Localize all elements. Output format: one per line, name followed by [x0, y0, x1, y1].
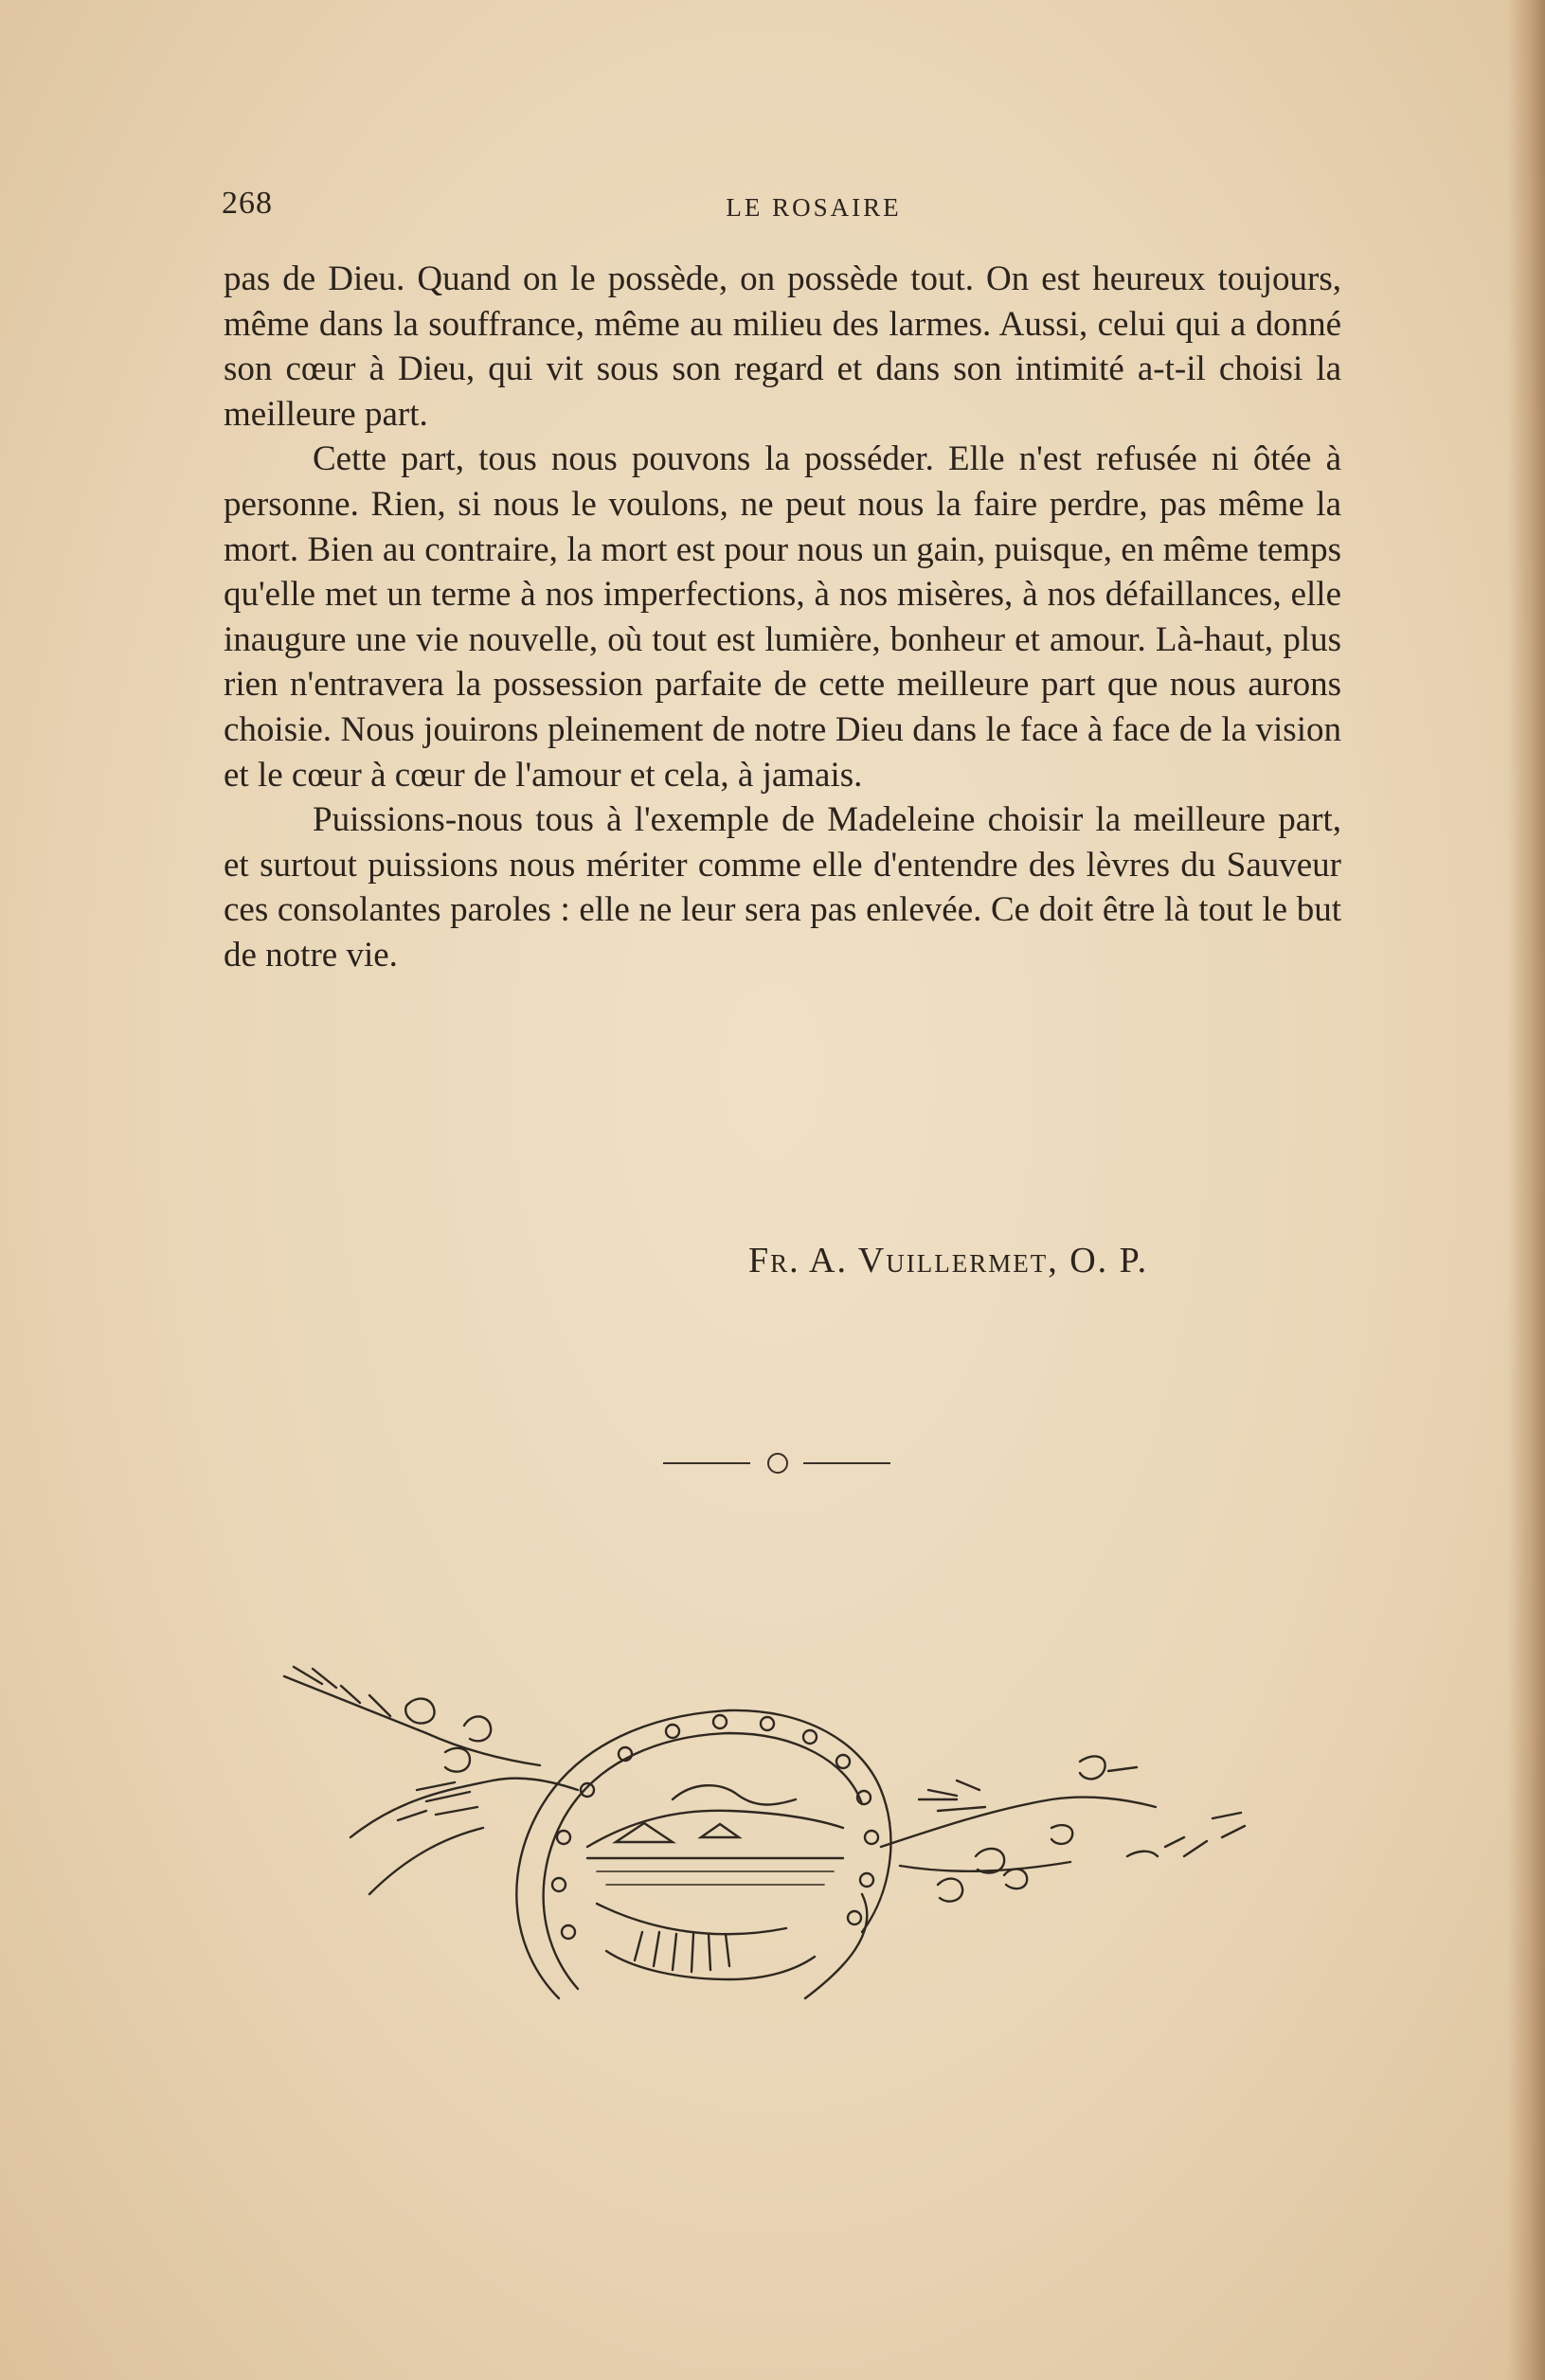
divider-line-right — [803, 1462, 890, 1464]
paragraph-1: pas de Dieu. Quand on le possède, on possède tout. On est heureux toujours, même dans la souffrance, même au milieu des larmes. Aussi, celui qui a donné son cœur à Dieu, qui vit sous son regard et dans son intimité a-t-il choisi la meilleure part. — [224, 259, 1341, 434]
author-signature — [748, 1240, 1317, 1281]
body-text — [224, 257, 1341, 978]
paragraph-2: Cette part, tous nous pouvons la posséder. Elle n'est refusée ni ôtée à personne. Rien, si nous le voulons, ne peut nous la faire perdre, pas même la mort. Bien au contraire, la mort est pour nous un gain, puisque, en même temps qu'elle met un terme à nos imperfections, à nos misères, à nos défaillances, elle inaugure une vie nouvelle, où tout est lumière, bonheur et amour. Là-haut, plus rien n'entravera la possession parfaite de cette meilleure part que nous aurons choisie. Nous jouirons pleinement de notre Dieu dans le face à face de la vision et le cœur à cœur de l'amour et cela, à jamais. — [224, 439, 1341, 795]
running-title: LE ROSAIRE — [726, 193, 902, 222]
signature-text: Fr. A. Vuillermet, O. P. — [748, 1241, 1149, 1280]
page-number: 268 — [222, 186, 273, 221]
page-header — [222, 186, 1339, 233]
page-edge-shadow — [1507, 0, 1545, 2380]
landscape-vignette-icon — [275, 1648, 1279, 2027]
divider-line-left — [663, 1462, 750, 1464]
divider-ornament — [663, 1443, 890, 1481]
divider-circle-icon — [767, 1453, 788, 1474]
paragraph-3: Puissions-nous tous à l'exemple de Madeleine choisir la meilleure part, et surtout puissions nous mériter comme elle d'entendre des lèvres du Sauveur ces consolantes paroles : elle ne leur sera pas enlevée. Ce doit être là tout le but de notre vie. — [224, 800, 1341, 975]
